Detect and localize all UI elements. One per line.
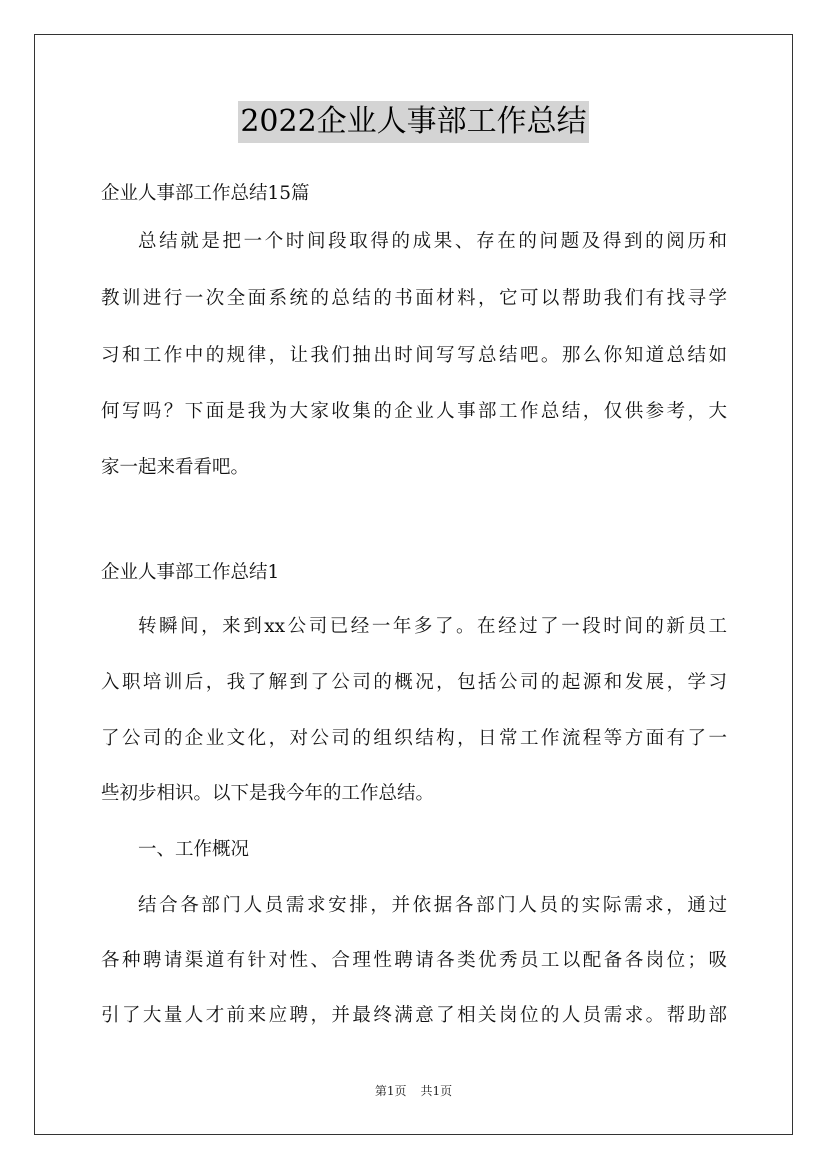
intro-line: 家一起来看看吧。 <box>101 457 250 478</box>
section-line: 些初步相识。以下是我今年的工作总结。 <box>101 783 435 804</box>
section-heading: 企业人事部工作总结1 <box>101 562 280 583</box>
page-footer <box>0 1081 827 1101</box>
subtitle: 企业人事部工作总结15篇 <box>101 183 310 204</box>
intro-line: 总结就是把一个时间段取得的成果、存在的问题及得到的阅历和 <box>138 231 727 252</box>
subsection-heading: 一、工作概况 <box>138 839 250 860</box>
intro-line: 教训进行一次全面系统的总结的书面材料，它可以帮助我们有找寻学 <box>101 288 727 309</box>
section-line: 转瞬间，来到xx公司已经一年多了。在经过了一段时间的新员工 <box>138 616 727 637</box>
subsection-line: 引了大量人才前来应聘，并最终满意了相关岗位的人员需求。帮助部 <box>101 1005 727 1026</box>
document-title: 2022企业人事部工作总结 <box>238 101 588 143</box>
intro-line: 习和工作中的规律，让我们抽出时间写写总结吧。那么你知道总结如 <box>101 345 727 366</box>
section-line: 了公司的企业文化，对公司的组织结构，日常工作流程等方面有了一 <box>101 728 727 749</box>
subsection-line: 各种聘请渠道有针对性、合理性聘请各类优秀员工以配备各岗位；吸 <box>101 950 727 971</box>
intro-line: 何写吗？下面是我为大家收集的企业人事部工作总结，仅供参考，大 <box>101 401 727 422</box>
section-line: 入职培训后，我了解到了公司的概况，包括公司的起源和发展，学习 <box>101 672 727 693</box>
subsection-line: 结合各部门人员需求安排，并依据各部门人员的实际需求，通过 <box>138 895 727 916</box>
total-pages: 共1页 <box>420 1084 453 1098</box>
title-container <box>0 101 827 143</box>
page-number: 第1页 <box>374 1084 407 1098</box>
